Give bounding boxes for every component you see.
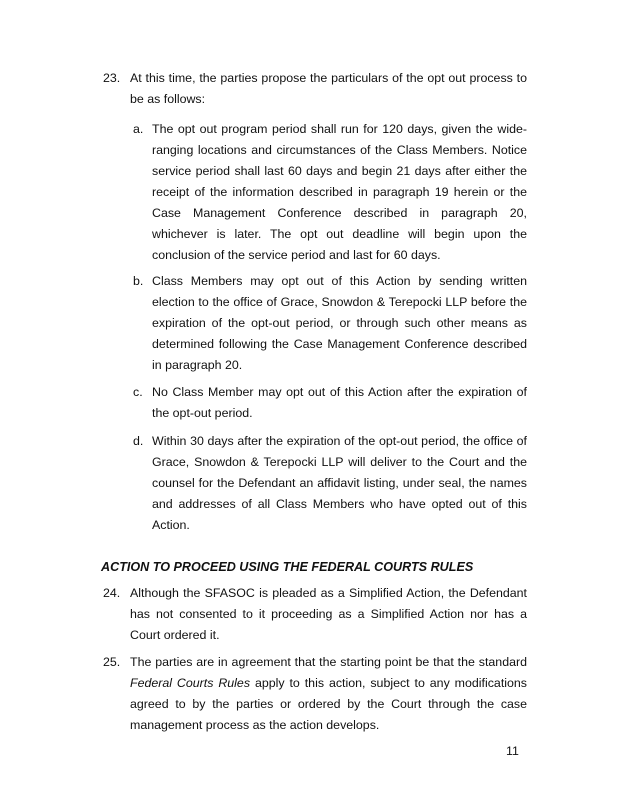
paragraph-text: Although the SFASOC is pleaded as a Simplified Action, the Defendant has not consented to it proceeding as a Simplified Action nor has a Court ordered it.	[130, 586, 527, 642]
paragraph-24	[103, 583, 527, 646]
paragraph-25	[103, 652, 527, 736]
subitem-letter: c.	[133, 385, 143, 399]
subitem-letter: a.	[133, 122, 144, 136]
subitem-text: No Class Member may opt out of this Action after the expiration of the opt-out period.	[152, 385, 527, 420]
paragraph-text-end: apply to this action, subject to any modifications agreed to by the parties or ordered by the Court through the case management process as the action develops.	[130, 676, 527, 732]
subitem-c	[133, 382, 527, 424]
page-number: 11	[506, 744, 519, 758]
rules-citation: Federal Courts Rules	[130, 676, 251, 690]
paragraph-text: At this time, the parties propose the particulars of the opt out process to be as follows:	[130, 71, 527, 106]
paragraph-number: 25.	[103, 655, 121, 669]
paragraph-text	[130, 652, 527, 736]
paragraph-number: 24.	[103, 586, 121, 600]
paragraph-23	[103, 68, 527, 110]
subitem-letter: d.	[133, 434, 144, 448]
subitem-letter: b.	[133, 274, 144, 288]
subitem-a	[133, 119, 527, 266]
subitem-text: The opt out program period shall run for 120 days, given the wide-ranging locations and circumstances of the Class Members. Notice service period shall last 60 days and begin 21 days after either the receipt of the information described in paragraph 19 herein or the Case Management Conference described in paragraph 20, whichever is later. The opt out deadline will begin upon the conclusion of the service period and last for 60 days.	[152, 122, 527, 262]
paragraph-text-start: The parties are in agreement that the starting point be that the standard	[130, 655, 527, 669]
subitem-d	[133, 431, 527, 536]
subitem-text: Within 30 days after the expiration of the opt-out period, the office of Grace, Snowdon & Terepocki LLP will deliver to the Court and the counsel for the Defendant an affidavit listing, under seal, the names and addresses of all Class Members who have opted out of this Action.	[152, 434, 527, 532]
paragraph-number: 23.	[103, 71, 121, 85]
subitem-b	[133, 271, 527, 376]
subitem-text: Class Members may opt out of this Action by sending written election to the office of Grace, Snowdon & Terepocki LLP before the expiration of the opt-out period, or through such other means as determined following the Case Management Conference described in paragraph 20.	[152, 274, 527, 372]
section-heading: ACTION TO PROCEED USING THE FEDERAL COURTS RULES	[101, 560, 474, 574]
